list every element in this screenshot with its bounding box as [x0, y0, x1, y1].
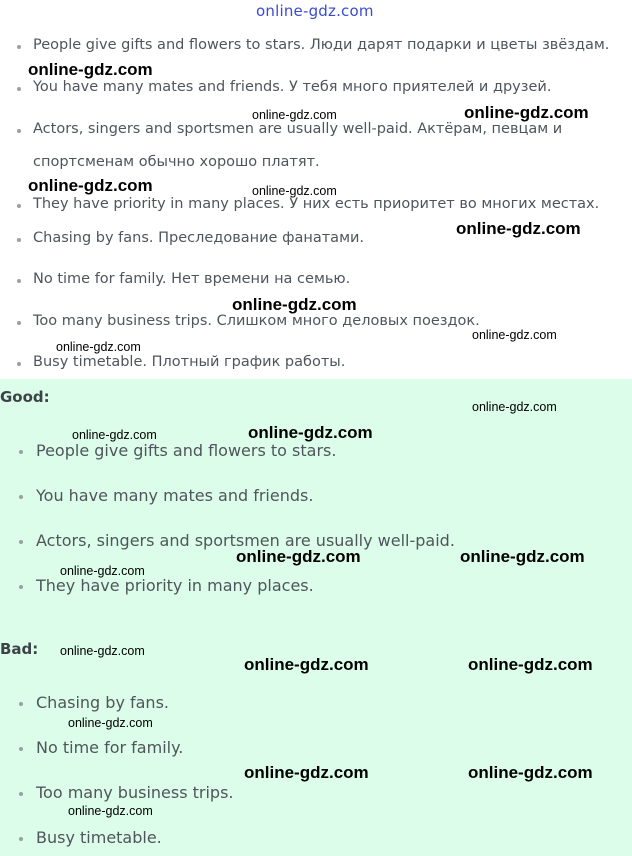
watermark: online-gdz.com [244, 655, 369, 674]
list-item: You have many mates and friends. У тебя много приятелей и друзей. [33, 79, 552, 95]
watermark: online-gdz.com [472, 400, 557, 414]
watermark: online-gdz.com [60, 564, 145, 578]
bad-item: Too many business trips. [36, 783, 234, 802]
good-item: They have priority in many places. [36, 576, 314, 595]
watermark: online-gdz.com [460, 547, 585, 566]
watermark: online-gdz.com [68, 716, 153, 730]
watermark: online-gdz.com [244, 763, 369, 782]
watermark: online-gdz.com [456, 219, 581, 238]
list-item-continuation: спортсменам обычно хорошо платят. [33, 154, 320, 170]
watermark: online-gdz.com [60, 644, 145, 658]
list-item: No time for family. Нет времени на семью. [33, 271, 351, 287]
list-item: Busy timetable. Плотный график работы. [33, 354, 346, 370]
good-item: People give gifts and flowers to stars. [36, 441, 337, 460]
watermark: online-gdz.com [28, 60, 153, 79]
watermark: online-gdz.com [72, 428, 157, 442]
good-label: Good: [0, 388, 50, 406]
watermark: online-gdz.com [248, 423, 373, 442]
bad-item: Chasing by fans. [36, 693, 169, 712]
list-item: Chasing by fans. Преследование фанатами. [33, 230, 365, 246]
watermark: online-gdz.com [232, 295, 357, 314]
list-item: Too many business trips. Слишком много деловых поездок. [33, 313, 480, 329]
watermark: online-gdz.com [468, 763, 593, 782]
list-item: Actors, singers and sportsmen are usually well-paid. Актёрам, певцам и [33, 121, 563, 137]
bad-label: Bad: [0, 640, 39, 658]
watermark: online-gdz.com [468, 655, 593, 674]
list-item: They have priority in many places. У них есть приоритет во многих местах. [33, 196, 600, 212]
watermark: online-gdz.com [68, 804, 153, 818]
good-item: You have many mates and friends. [36, 486, 314, 505]
list-item: People give gifts and flowers to stars. Люди дарят подарки и цветы звёздам. [33, 37, 610, 53]
watermark: online-gdz.com [56, 340, 141, 354]
watermark-top: online-gdz.com [256, 2, 374, 20]
watermark: online-gdz.com [236, 547, 361, 566]
watermark: online-gdz.com [472, 328, 557, 342]
watermark: online-gdz.com [252, 108, 337, 122]
watermark: online-gdz.com [464, 103, 589, 122]
watermark: online-gdz.com [28, 176, 153, 195]
bad-item: No time for family. [36, 738, 184, 757]
bad-item: Busy timetable. [36, 828, 162, 847]
good-item: Actors, singers and sportsmen are usually well-paid. [36, 531, 455, 550]
watermark: online-gdz.com [252, 184, 337, 198]
